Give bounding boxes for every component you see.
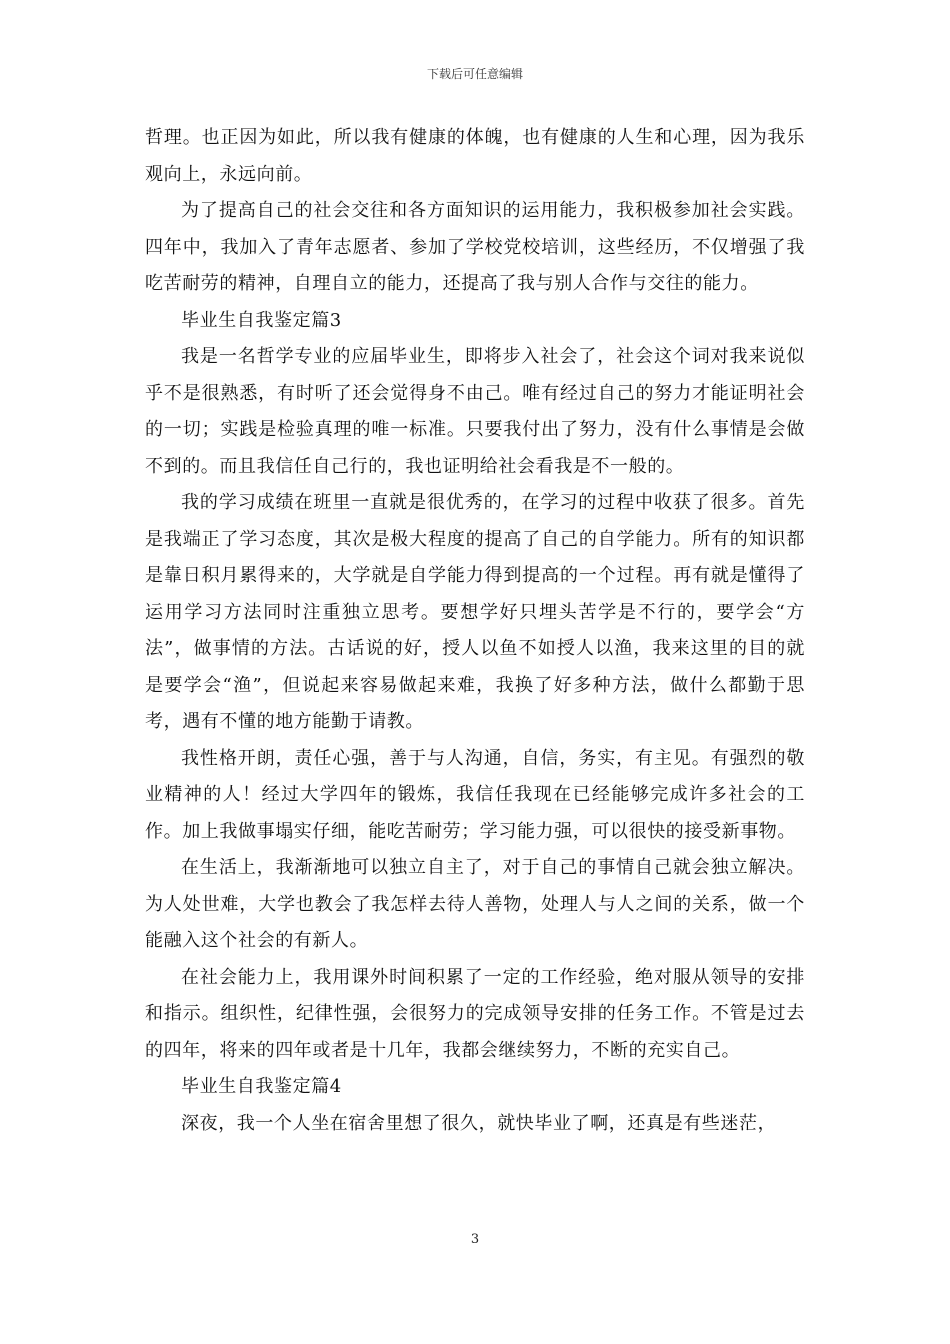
document-body bbox=[145, 120, 805, 1142]
paragraph-8: 深夜，我一个人坐在宿舍里想了很久，就快毕业了啊，还真是有些迷茫， bbox=[181, 1112, 777, 1134]
page-number: 3 bbox=[470, 1232, 480, 1247]
paragraph-5: 我性格开朗，责任心强，善于与人沟通，自信，务实，有主见。有强烈的敬业精神的人！经过大学四年的锻炼，我信任我现在已经能够完成许多社会的工作。加上我做事塌实仔细，能吃苦耐劳；学习能力强，可以很快的接受新事物。 bbox=[145, 747, 805, 842]
paragraph-7: 在社会能力上，我用课外时间积累了一定的工作经验，绝对服从领导的安排和指示。组织性，纪律性强，会很努力的完成领导安排的任务工作。不管是过去的四年，将来的四年或者是十几年，我都会继续努力，不断的充实自己。 bbox=[145, 966, 805, 1061]
section-heading-3: 毕业生自我鉴定篇3 bbox=[181, 309, 342, 331]
paragraph-2: 为了提高自己的社会交往和各方面知识的运用能力，我积极参加社会实践。四年中，我加入了青年志愿者、参加了学校党校培训，这些经历，不仅增强了我吃苦耐劳的精神，自理自立的能力，还提高了我与别人合作与交往的能力。 bbox=[145, 200, 805, 294]
paragraph-6: 在生活上，我渐渐地可以独立自主了，对于自己的事情自己就会独立解决。为人处世难，大学也教会了我怎样去待人善物，处理人与人之间的关系，做一个能融入这个社会的有新人。 bbox=[145, 857, 805, 951]
section-heading-4: 毕业生自我鉴定篇4 bbox=[181, 1076, 342, 1097]
paragraph-4: 我的学习成绩在班里一直就是很优秀的，在学习的过程中收获了很多。首先是我端正了学习态度，其次是极大程度的提高了自己的自学能力。所有的知识都是靠日积月累得来的，大学就是自学能力得到提高的一个过程。再有就是懂得了运用学习方法同时注重独立思考。要想学好只埋头苦学是不行的，要学会“方法”，做事情的方法。古话说的好，授人以鱼不如授人以渔，我来这里的目的就是要学会“渔”，但说起来容易做起来难，我换了好多种方法，做什么都勤于思考，遇有不懂的地方能勤于请教。 bbox=[145, 492, 805, 732]
paragraph-1: 哲理。也正因为如此，所以我有健康的体魄，也有健康的人生和心理，因为我乐观向上，永远向前。 bbox=[145, 127, 805, 185]
page-header-note: 下载后可任意编辑 bbox=[426, 67, 523, 81]
paragraph-3: 我是一名哲学专业的应届毕业生，即将步入社会了，社会这个词对我来说似乎不是很熟悉，有时听了还会觉得身不由己。唯有经过自己的努力才能证明社会的一切；实践是检验真理的唯一标准。只要我付出了努力，没有什么事情是会做不到的。而且我信任自己行的，我也证明给社会看我是不一般的。 bbox=[145, 346, 805, 477]
